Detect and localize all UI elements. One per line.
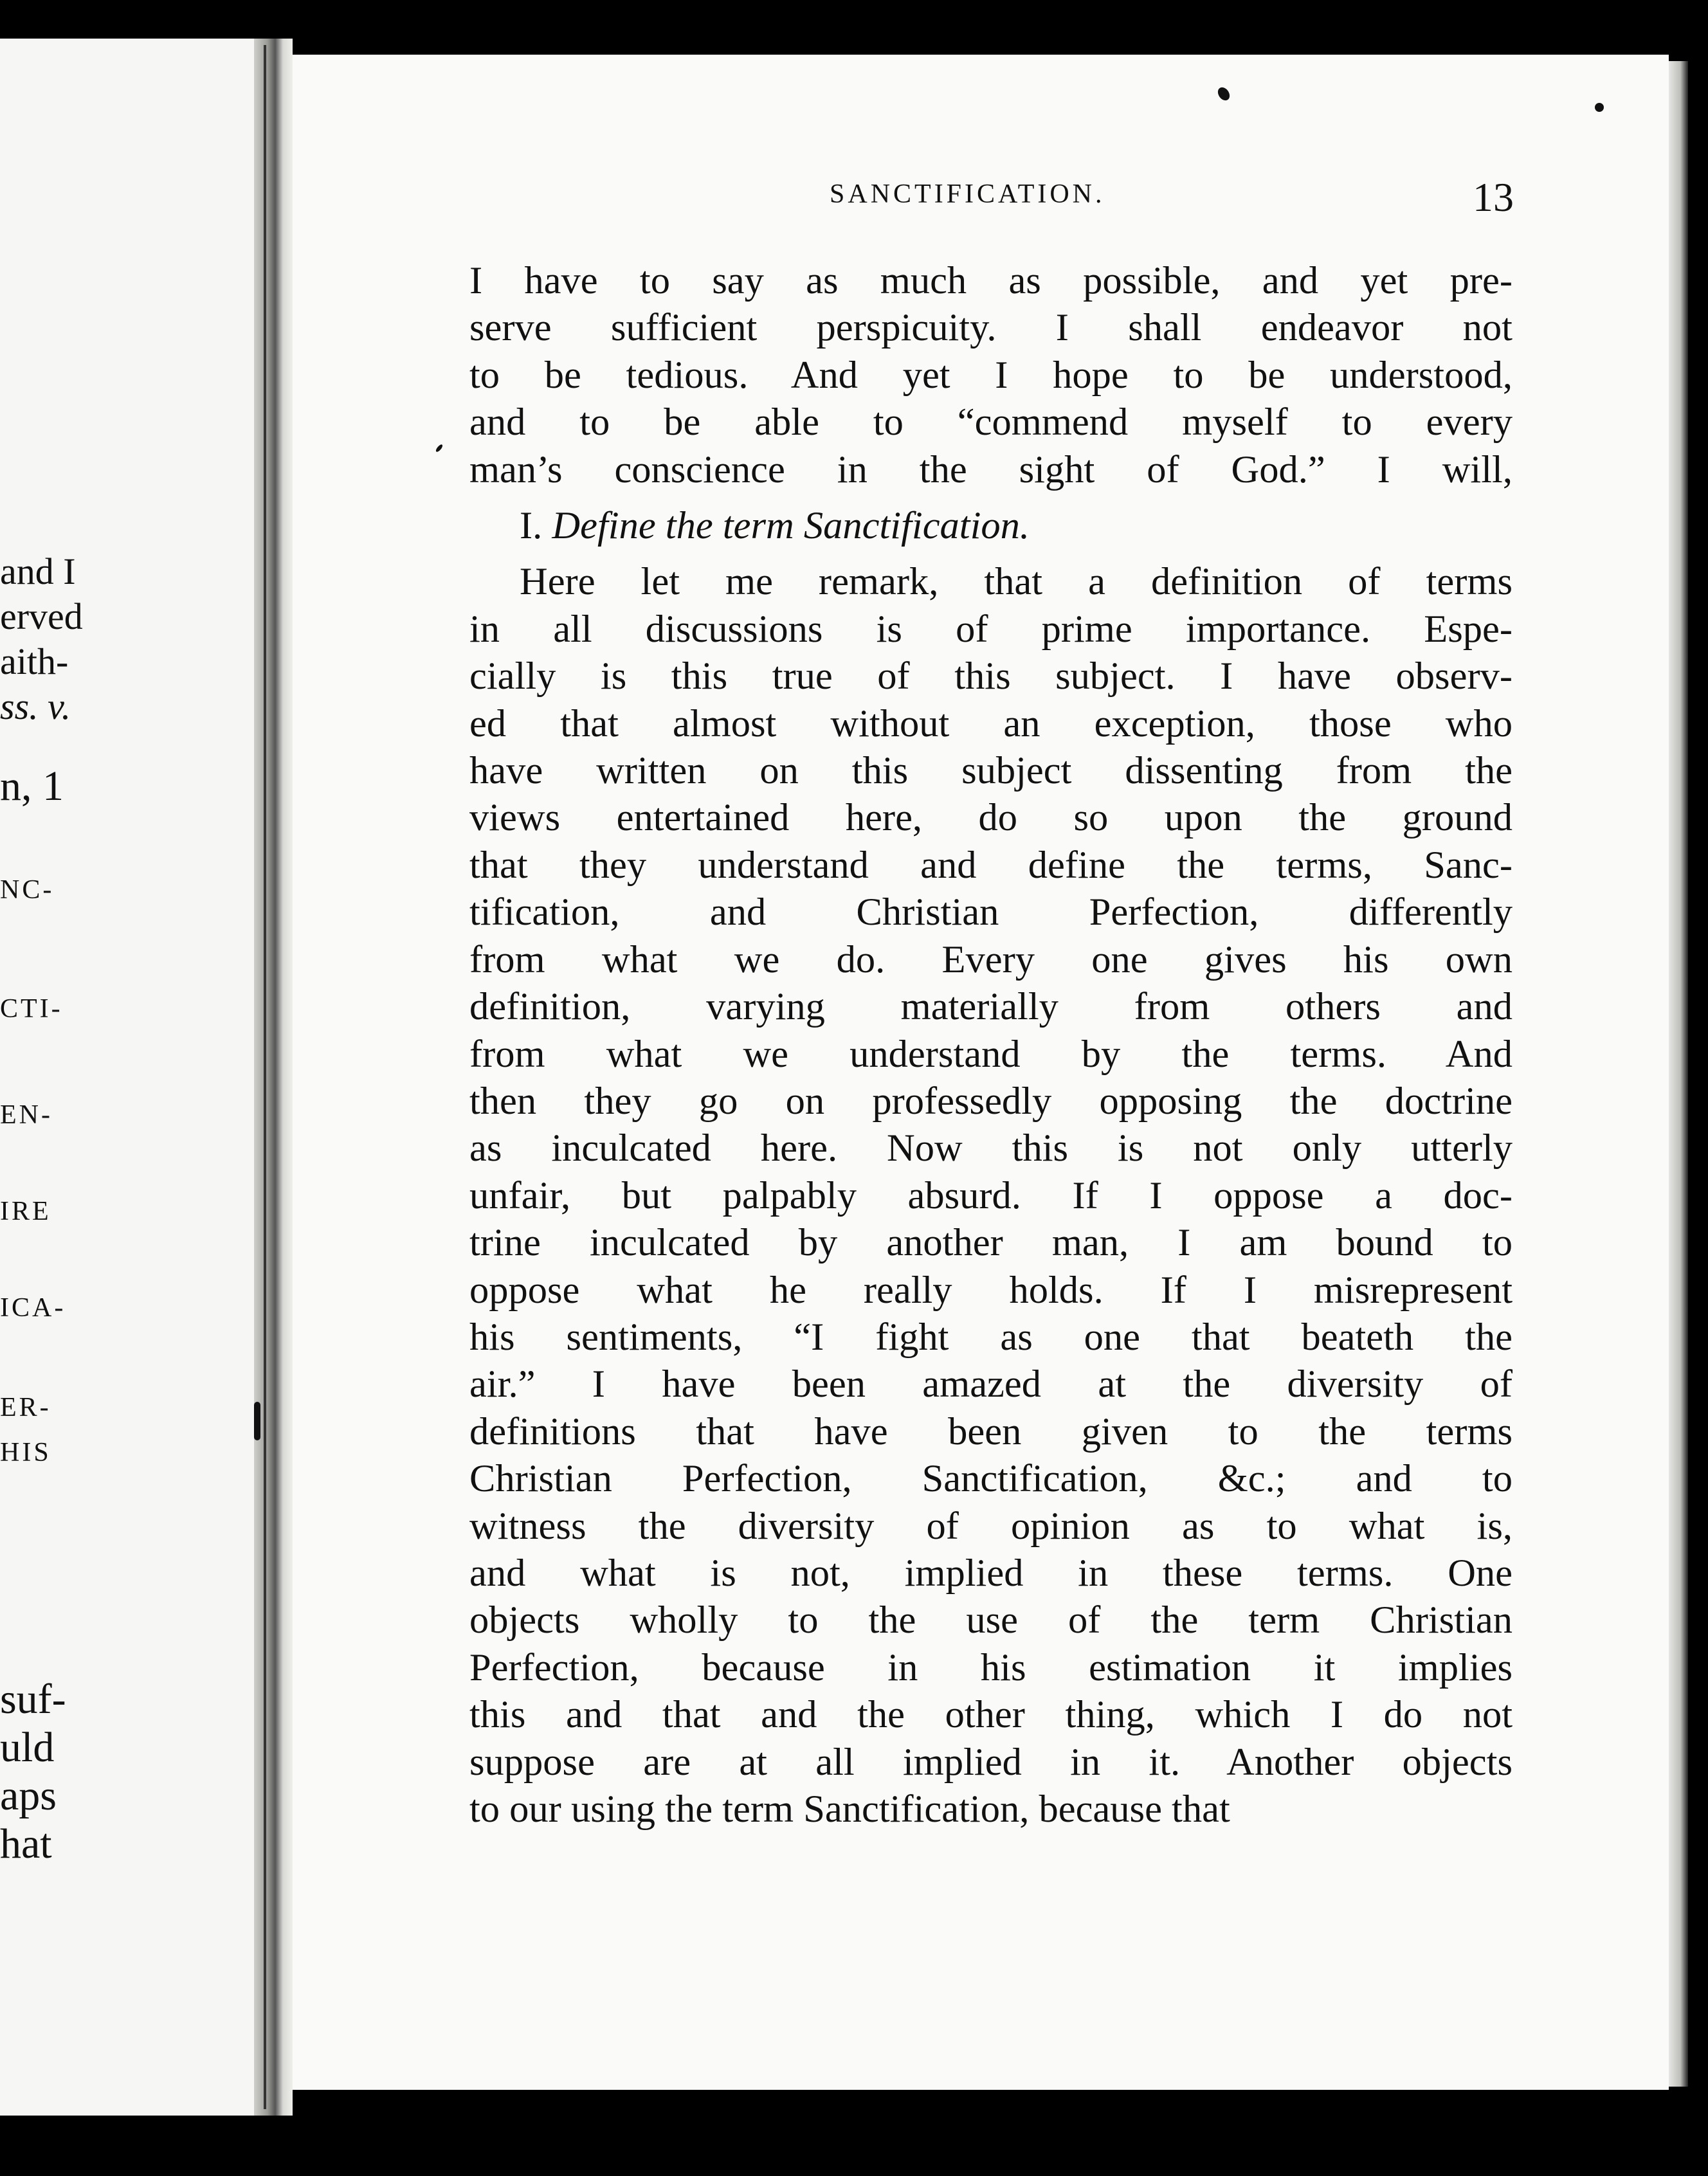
text-line: to be tedious. And yet I hope to be understood, bbox=[469, 353, 1513, 397]
text-line: views entertained here, do so upon the ground bbox=[469, 796, 1513, 840]
section-title: Define the term Sanctification. bbox=[552, 504, 1030, 548]
left-fragment: aith- bbox=[0, 640, 69, 682]
left-fragment: uld bbox=[0, 1724, 55, 1771]
text-line: his sentiments, “I fight as one that beateth the bbox=[469, 1315, 1513, 1359]
text-line: in all discussions is of prime importance. Espe- bbox=[469, 607, 1513, 651]
left-page bbox=[0, 39, 254, 2116]
text-line: Perfection, because in his estimation it implies bbox=[469, 1646, 1513, 1689]
left-fragment: EN- bbox=[0, 1100, 53, 1130]
left-fragment: ss. v. bbox=[0, 685, 71, 727]
left-fragment: ER- bbox=[0, 1393, 51, 1422]
text-line: from what we understand by the terms. And bbox=[469, 1032, 1513, 1076]
text-line: Christian Perfection, Sanctification, &c.; and to bbox=[469, 1457, 1513, 1501]
text-line: as inculcated here. Now this is not only utterly bbox=[469, 1127, 1513, 1170]
text-line: serve sufficient perspicuity. I shall endeavor not bbox=[469, 306, 1513, 350]
text-line: unfair, but palpably absurd. If I oppose a doc- bbox=[469, 1174, 1513, 1217]
text-line: Here let me remark, that a definition of terms bbox=[520, 560, 1513, 604]
scan-speck bbox=[1595, 103, 1604, 112]
left-fragment: suf- bbox=[0, 1676, 66, 1723]
left-fragment: IRE bbox=[0, 1197, 51, 1226]
text-line: and to be able to “commend myself to every bbox=[469, 401, 1513, 444]
left-fragment: hat bbox=[0, 1820, 52, 1867]
text-line: definition, varying materially from others and bbox=[469, 985, 1513, 1029]
left-fragment: NC- bbox=[0, 875, 55, 905]
page-edge bbox=[1669, 61, 1688, 2087]
left-fragment: erved bbox=[0, 595, 83, 637]
scan-speck bbox=[254, 1402, 260, 1440]
text-line: this and that and the other thing, which I do not bbox=[469, 1693, 1513, 1737]
text-line: and what is not, implied in these terms. One bbox=[469, 1551, 1513, 1595]
body-text bbox=[469, 257, 1513, 1833]
text-line: from what we do. Every one gives his own bbox=[469, 938, 1513, 981]
text-line: objects wholly to the use of the term Christian bbox=[469, 1599, 1513, 1642]
left-fragment: ICA- bbox=[0, 1293, 66, 1323]
text-line: ed that almost without an exception, those who bbox=[469, 702, 1513, 745]
left-fragment: aps bbox=[0, 1772, 57, 1819]
gutter-fold bbox=[264, 45, 266, 2109]
left-fragment: HIS bbox=[0, 1438, 51, 1467]
text-line: cially is this true of this subject. I have observ- bbox=[469, 655, 1513, 698]
text-line: definitions that have been given to the terms bbox=[469, 1410, 1513, 1453]
text-line: tification, and Christian Perfection, differently bbox=[469, 891, 1513, 934]
running-head: SANCTIFICATION. bbox=[830, 179, 1105, 209]
left-fragment: CTI- bbox=[0, 994, 63, 1024]
section-number: I. bbox=[520, 504, 543, 548]
section-heading bbox=[520, 502, 1513, 549]
text-line: that they understand and define the terms, Sanc- bbox=[469, 843, 1513, 887]
page-number: 13 bbox=[1473, 174, 1514, 220]
text-line: trine inculcated by another man, I am bound to bbox=[469, 1221, 1513, 1265]
text-line: man’s conscience in the sight of God.” I will, bbox=[469, 448, 1513, 491]
text-line: suppose are at all implied in it. Another objects bbox=[469, 1740, 1513, 1784]
text-line: air.” I have been amazed at the diversity of bbox=[469, 1363, 1513, 1406]
text-line: have written on this subject dissenting from the bbox=[469, 749, 1513, 793]
text-line: to our using the term Sanctification, because that bbox=[469, 1788, 1230, 1831]
text-line: oppose what he really holds. If I misrepresent bbox=[469, 1268, 1513, 1312]
text-line: witness the diversity of opinion as to what is, bbox=[469, 1504, 1513, 1548]
text-line: then they go on professedly opposing the doctrine bbox=[469, 1079, 1513, 1123]
left-fragment: n, 1 bbox=[0, 763, 64, 810]
text-line: I have to say as much as possible, and yet pre- bbox=[469, 259, 1513, 302]
book-gutter bbox=[254, 39, 293, 2116]
left-fragment: and I bbox=[0, 550, 76, 592]
